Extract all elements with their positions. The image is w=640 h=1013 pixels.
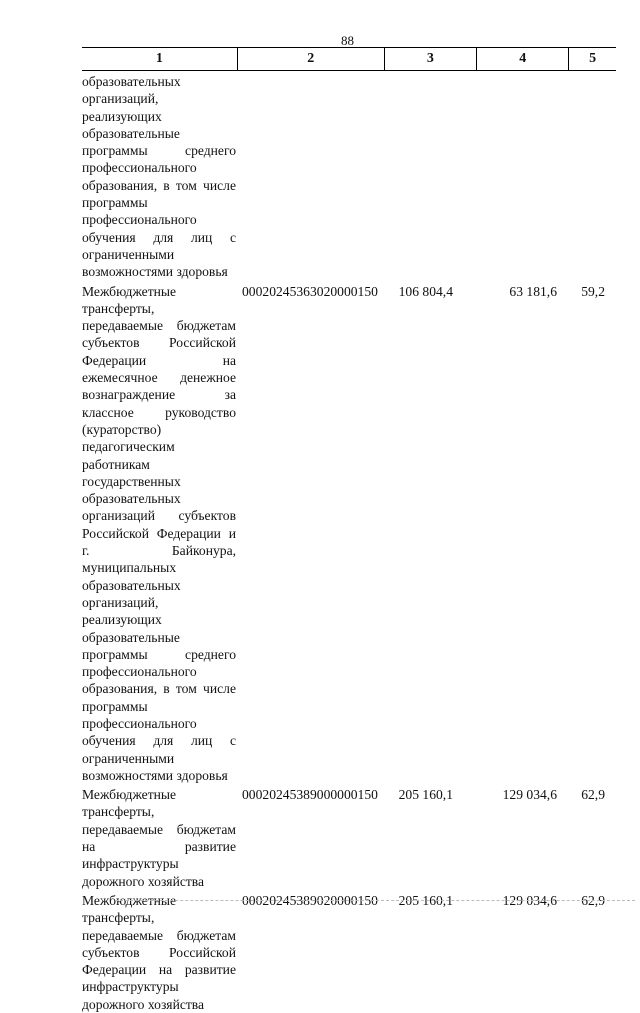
- budget-table: [82, 47, 616, 1013]
- table-header: [82, 47, 616, 71]
- row-percent: 62,9: [581, 892, 605, 908]
- row-name: образовательных организаций, реализующих образовательные программы среднего профессионального образования, в том числе программы профессионального обучения для лиц с ограниченными возможностями здоровья: [82, 74, 236, 280]
- header-col-1: 1: [82, 48, 238, 70]
- row-percent: 59,2: [581, 283, 605, 299]
- row-fact: 129 034,6: [502, 787, 557, 803]
- row-fact: 129 034,6: [502, 892, 557, 908]
- table-row: [82, 892, 616, 1013]
- header-col-5: 5: [589, 51, 597, 66]
- header-col-4: 4: [477, 48, 569, 70]
- row-fact: 63 181,6: [509, 283, 557, 299]
- table-row: [82, 73, 616, 281]
- table-row: [82, 786, 616, 890]
- table-row: [82, 283, 616, 785]
- header-col-2: 2: [238, 48, 385, 70]
- scan-edge-divider: [115, 900, 635, 903]
- row-percent: 62,9: [581, 787, 605, 803]
- row-plan: 205 160,1: [398, 892, 453, 908]
- row-code: 00020245389020000150: [242, 892, 378, 908]
- header-col-3: 3: [385, 48, 477, 70]
- row-plan: 205 160,1: [398, 787, 453, 803]
- row-code: 00020245363020000150: [242, 283, 378, 299]
- row-name: Межбюджетные трансферты, передаваемые бюджетам субъектов Российской Федерации на развитие инфраструктуры дорожного хозяйства: [82, 892, 236, 1012]
- row-name: Межбюджетные трансферты, передаваемые бюджетам субъектов Российской Федерации на ежемесячное денежное вознаграждение за классное руководство (кураторство) педагогическим работникам государственных образовательных организаций субъектов Российской Федерации и г. Байконура, муниципальных образовательных организаций, реализующих образовательные программы среднего профессионального образования, в том числе программы профессионального обучения для лиц с ограниченными возможностями здоровья: [82, 283, 236, 783]
- page-number: 88: [341, 33, 354, 48]
- row-code: 00020245389000000150: [242, 787, 378, 803]
- row-name: Межбюджетные трансферты, передаваемые бюджетам на развитие инфраструктуры дорожного хозяйства: [82, 787, 236, 889]
- row-plan: 106 804,4: [398, 283, 453, 299]
